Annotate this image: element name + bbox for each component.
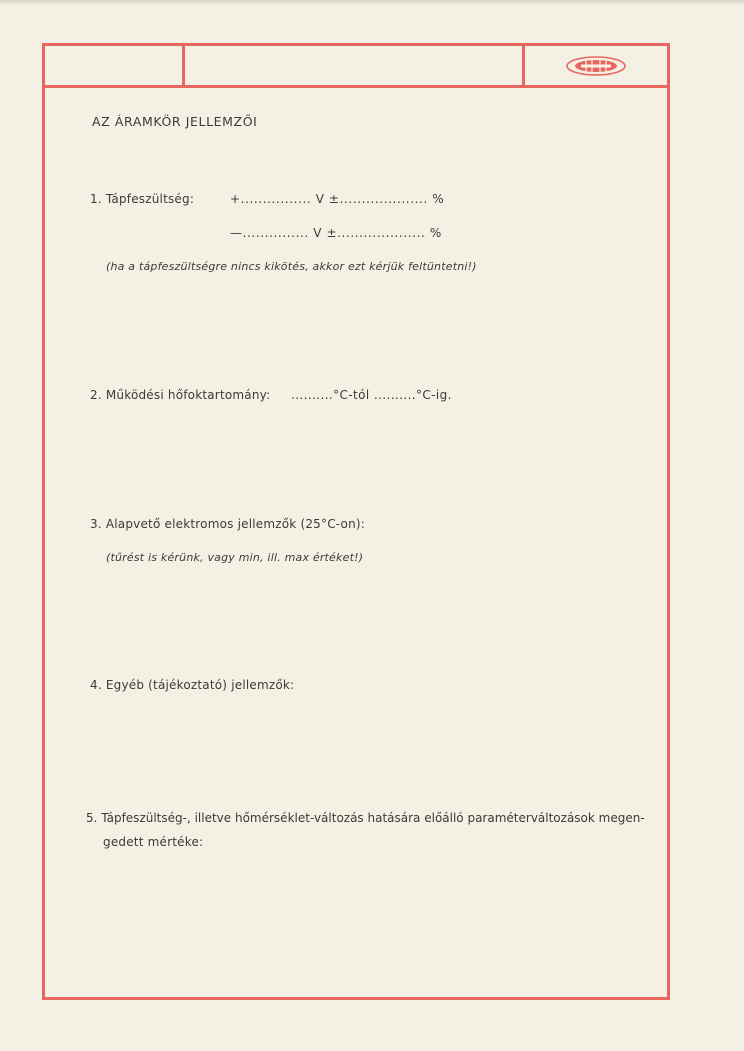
form-frame <box>42 43 670 1000</box>
paper-top-edge <box>0 0 744 6</box>
item1-note: (ha a tápfeszültségre nincs kikötés, akkor ezt kérjük feltüntetni!) <box>106 260 477 273</box>
item2-temperature-range-field[interactable]: ..........°C-tól ..........°C-ig. <box>291 388 452 402</box>
item3-label: 3. Alapvető elektromos jellemzők (25°C-on): <box>90 517 366 531</box>
item1-supply-negative-field[interactable]: —............... V ±.................... % <box>230 226 442 240</box>
header-cell-logo <box>525 46 667 85</box>
form-title: AZ ÁRAMKÖR JELLEMZŐI <box>92 114 258 129</box>
header-cell-middle <box>185 46 525 85</box>
item1-label: 1. Tápfeszültség: <box>90 192 195 206</box>
item3-note: (tűrést is kérünk, vagy min, ill. max értéket!) <box>106 551 364 564</box>
form-header-row <box>45 46 667 88</box>
header-cell-left <box>45 46 185 85</box>
item2-label: 2. Működési hőfoktartomány: <box>90 388 271 402</box>
item5-label-line1: 5. Tápfeszültség-, illetve hőmérséklet-változás hatására előálló paraméterváltozások megen- <box>86 811 645 825</box>
item5-label-line2: gedett mértéke: <box>103 835 204 849</box>
item1-supply-positive-field[interactable]: +................ V ±.................... % <box>230 192 445 206</box>
company-logo-icon <box>565 55 627 77</box>
item4-label: 4. Egyéb (tájékoztató) jellemzők: <box>90 678 295 692</box>
